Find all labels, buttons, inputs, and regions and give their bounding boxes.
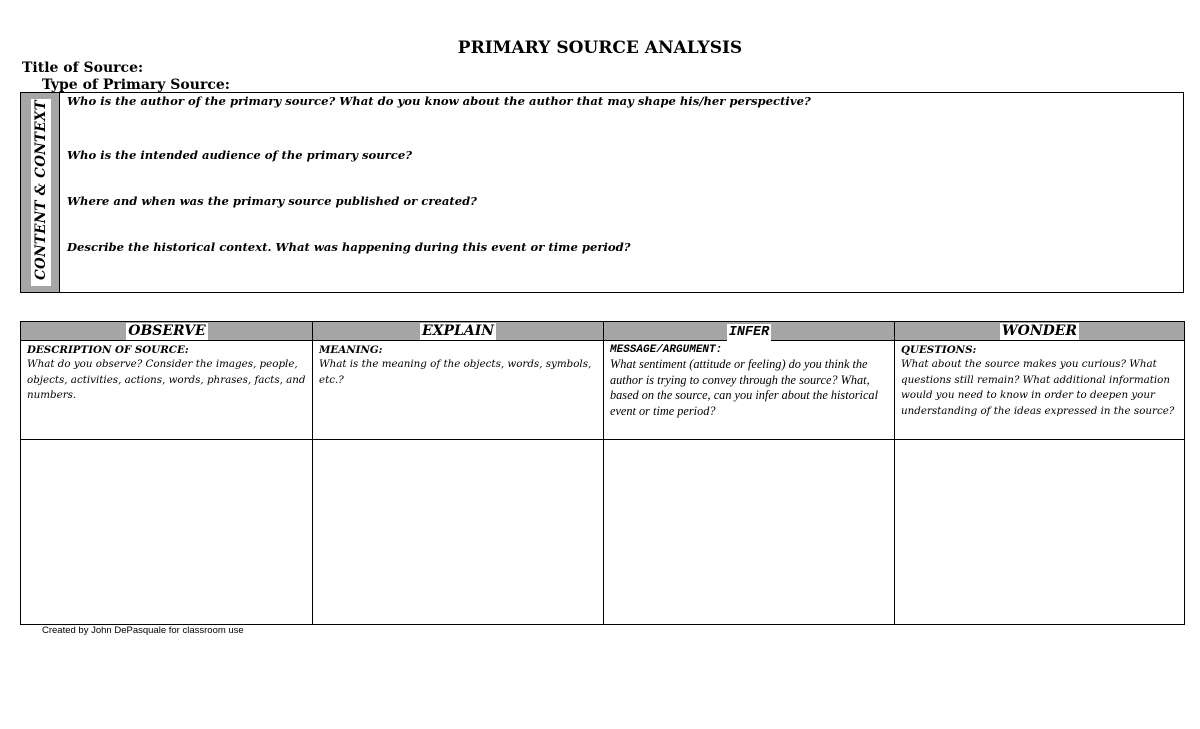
question-author: Who is the author of the primary source? What do you know about the author that may shape his/her perspective? — [67, 94, 811, 108]
wonder-description-cell — [895, 341, 1184, 440]
explain-description-cell — [313, 341, 603, 440]
context-side-label: CONTENT & CONTEXT — [33, 100, 49, 280]
question-audience: Who is the intended audience of the primary source? — [67, 148, 412, 162]
observe-column — [21, 322, 313, 624]
analysis-table — [20, 321, 1185, 625]
wonder-column — [894, 322, 1184, 624]
wonder-heading: WONDER — [1001, 323, 1078, 339]
infer-column — [603, 322, 894, 624]
explain-heading: EXPLAIN — [421, 323, 495, 339]
question-historical-context: Describe the historical context. What was happening during this event or time period? — [67, 240, 631, 254]
infer-answer-area[interactable] — [604, 440, 894, 624]
explain-label: MEANING: — [319, 344, 383, 356]
content-context-section — [20, 92, 1184, 293]
infer-heading: INFER — [728, 325, 770, 340]
wonder-answer-area[interactable] — [895, 440, 1184, 624]
observe-label: DESCRIPTION OF SOURCE: — [27, 344, 189, 356]
title-of-source-label: Title of Source: — [22, 60, 144, 76]
footer-credit: Created by John DePasquale for classroom use — [42, 625, 244, 636]
question-when-where: Where and when was the primary source published or created? — [67, 194, 477, 208]
infer-label: MESSAGE/ARGUMENT: — [610, 344, 723, 356]
observe-prompt: What do you observe? Consider the images, people, objects, activities, actions, words, phrases, facts, and numbers. — [27, 358, 306, 401]
type-of-source-label: Type of Primary Source: — [42, 77, 230, 93]
explain-heading-cell — [313, 322, 603, 341]
infer-prompt: What sentiment (attitude or feeling) do you think the author is trying to convey through the source? What, based on the source, can you infer about the historical event or time period? — [610, 357, 878, 418]
infer-heading-cell — [604, 322, 894, 341]
page-title: PRIMARY SOURCE ANALYSIS — [457, 38, 743, 58]
wonder-label: QUESTIONS: — [901, 344, 977, 356]
observe-description-cell — [21, 341, 313, 440]
observe-heading: OBSERVE — [128, 323, 206, 339]
context-side-bar — [21, 93, 60, 292]
wonder-heading-cell — [895, 322, 1184, 341]
infer-description-cell — [604, 341, 894, 440]
explain-prompt: What is the meaning of the objects, words, symbols, etc.? — [319, 358, 592, 386]
wonder-prompt: What about the source makes you curious? What questions still remain? What additional information would you need to know in order to deepen your understanding of the ideas expressed in the source? — [901, 358, 1175, 417]
explain-answer-area[interactable] — [313, 440, 603, 624]
explain-column — [312, 322, 603, 624]
observe-heading-cell — [21, 322, 313, 341]
observe-answer-area[interactable] — [21, 440, 313, 624]
